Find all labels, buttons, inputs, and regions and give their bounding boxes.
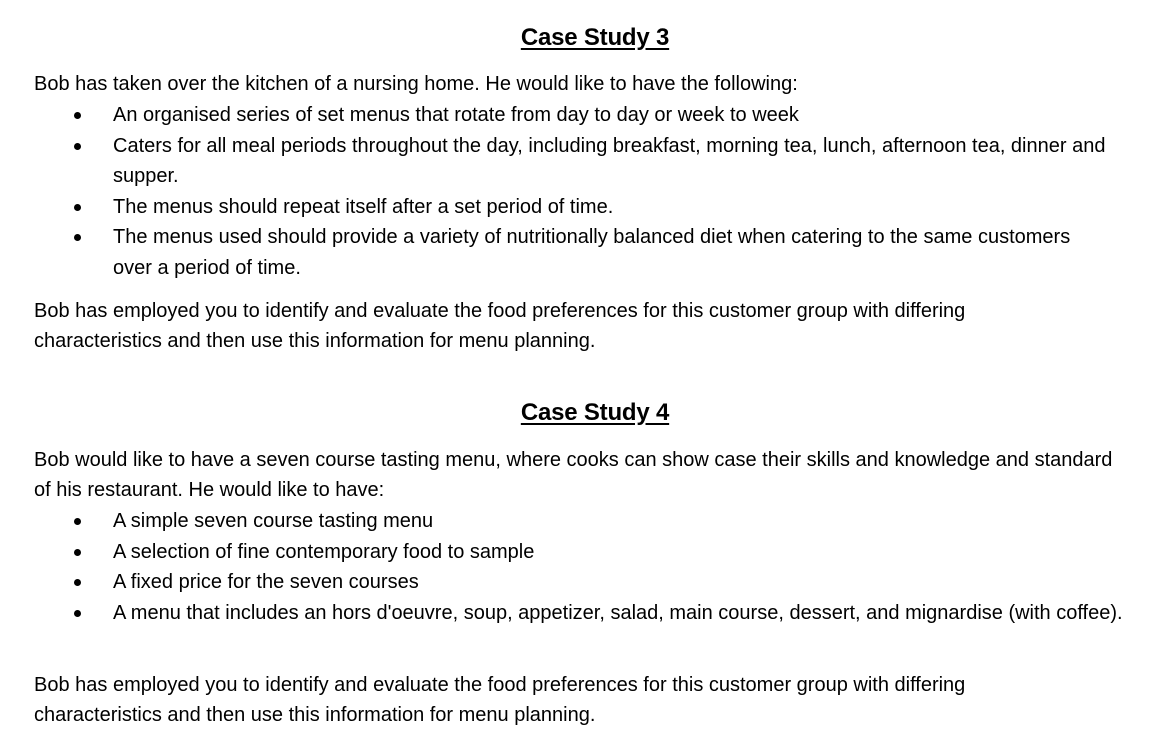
list-item-text: A simple seven course tasting menu: [113, 510, 434, 532]
bullet-icon: [74, 143, 81, 150]
list-item: [0, 100, 1113, 131]
list-item-text: A selection of fine contemporary food to sample: [113, 540, 535, 563]
bullet-icon: [74, 549, 81, 556]
list-item: [0, 537, 1113, 568]
bullet-icon: [74, 204, 81, 211]
case-study-4-outro: Bob has employed you to identify and evaluate the food preferences for this customer group with differing characteristics and then use this information for menu planning.: [34, 674, 966, 726]
case-study-4-heading: Case Study 4: [520, 399, 670, 426]
case-study-3-outro: Bob has employed you to identify and evaluate the food preferences for this customer group with differing characteristics and then use this information for menu planning.: [34, 300, 966, 352]
list-item: [0, 192, 1113, 223]
list-item-text: The menus used should provide a variety of nutritionally balanced diet when catering to the same customers over a period of time.: [113, 226, 1071, 279]
case-study-4-intro: Bob would like to have a seven course tasting menu, where cooks can show case their skills and knowledge and standard of his restaurant. He would like to have:: [34, 449, 1113, 501]
case-study-3-bullet-list: [0, 100, 1160, 283]
bullet-icon: [74, 112, 81, 119]
case-study-3-intro: Bob has taken over the kitchen of a nursing home. He would like to have the following:: [34, 73, 798, 95]
list-item: [0, 222, 1078, 283]
bullet-icon: [74, 610, 81, 617]
case-study-4-bullet-list: [0, 506, 1160, 628]
list-item-text: A menu that includes an hors d'oeuvre, soup, appetizer, salad, main course, dessert, and mignardise (with coffee).: [113, 601, 1123, 624]
list-item-text: A fixed price for the seven courses: [113, 571, 419, 593]
list-item: [0, 567, 1113, 598]
list-item: [0, 506, 1113, 537]
bullet-icon: [74, 234, 81, 241]
list-item: [0, 598, 1163, 629]
list-item: [0, 131, 1118, 192]
list-item-text: The menus should repeat itself after a set period of time.: [113, 195, 614, 218]
bullet-icon: [74, 579, 81, 586]
bullet-icon: [74, 518, 81, 525]
list-item-text: Caters for all meal periods throughout the day, including breakfast, morning tea, lunch, afternoon tea, dinner and supper.: [113, 134, 1106, 187]
list-item-text: An organised series of set menus that rotate from day to day or week to week: [113, 104, 799, 126]
case-study-3-heading: Case Study 3: [520, 24, 670, 51]
